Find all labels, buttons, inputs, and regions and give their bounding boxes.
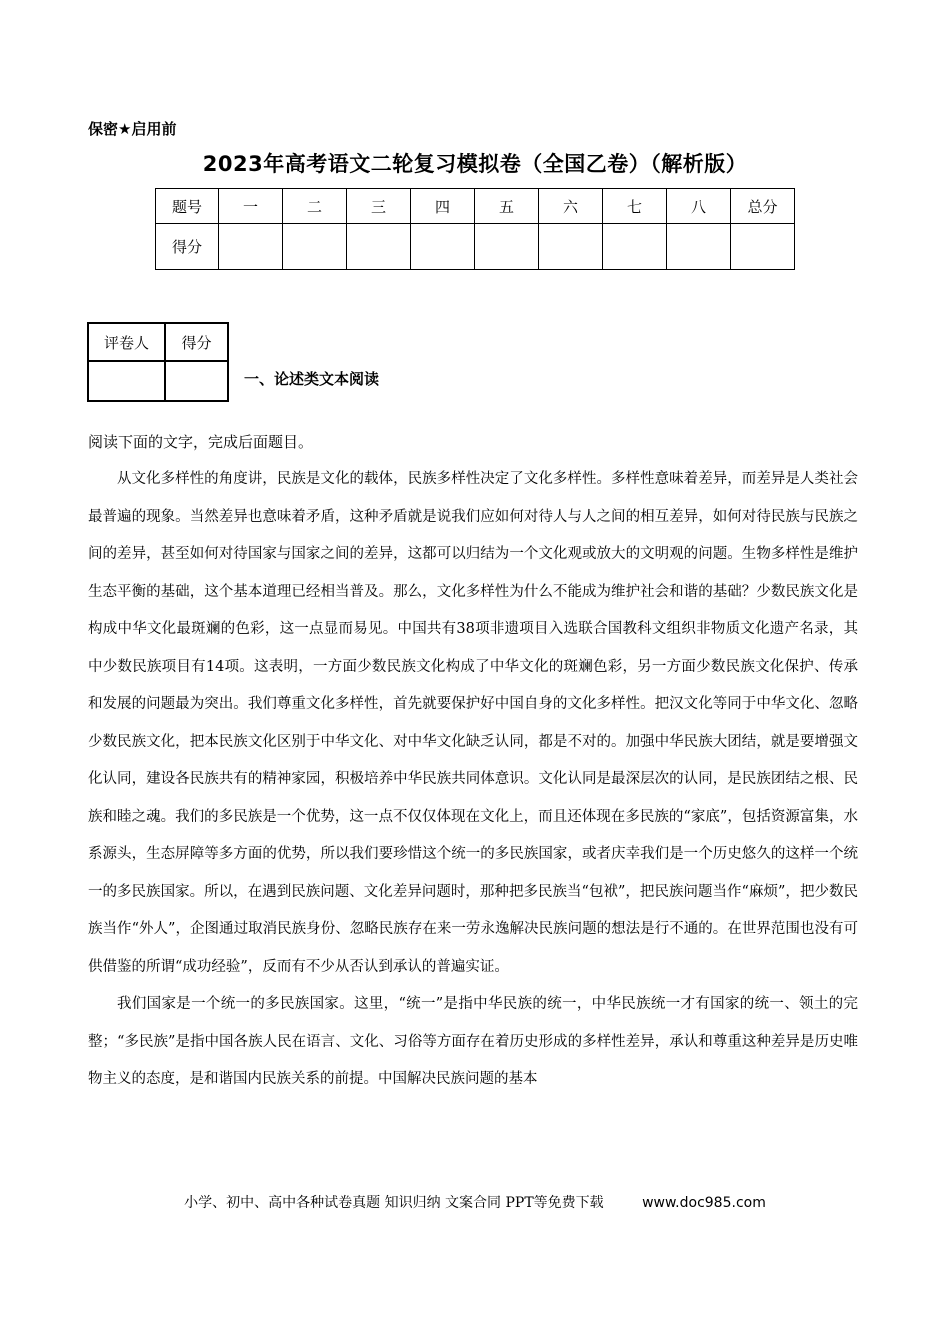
document-title: 2023年高考语文二轮复习模拟卷（全国乙卷）（解析版） — [202, 152, 748, 176]
score-input-cell — [219, 224, 283, 270]
section-heading: 一、论述类文本阅读 — [244, 370, 380, 388]
score-input-cell — [347, 224, 411, 270]
score-cell-q7: 七 — [603, 189, 667, 224]
grader-label: 评卷人 — [88, 323, 165, 361]
grader-blank-cell — [88, 361, 165, 401]
confidential-label: 保密★启用前 — [88, 120, 177, 138]
passage-paragraph-1: 从文化多样性的角度讲，民族是文化的载体，民族多样性决定了文化多样性。多样性意味着差异，而差异是人类社会最普遍的现象。当然差异也意味着矛盾，这种矛盾就是说我们应如何对待人与人之间的相互差异，如何对待民族与民族之间的差异，甚至如何对待国家与国家之间的差异，这都可以归结为一个文化观或放大的文明观的问题。生物多样性是维护生态平衡的基础，这个基本道理已经相当普及。那么，文化多样性为什么不能成为维护社会和谐的基础？少数民族文化是构成中华文化最斑斓的色彩，这一点显而易见。中国共有38项非遗项目入选联合国教科文组织非物质文化遗产名录，其中少数民族项目有14项。这表明，一方面少数民族文化构成了中华文化的斑斓色彩，另一方面少数民族文化保护、传承和发展的问题最为突出。我们尊重文化多样性，首先就要保护好中国自身的文化多样性。把汉文化等同于中华文化、忽略少数民族文化，把本民族文化区别于中华文化、对中华文化缺乏认同，都是不对的。加强中华民族大团结，就是要增强文化认同，建设各民族共有的精神家园，积极培养中华民族共同体意识。文化认同是最深层次的认同，是民族团结之根、民族和睦之魂。我们的多民族是一个优势，这一点不仅仅体现在文化上，而且还体现在多民族的“家底”，包括资源富集，水系源头，生态屏障等多方面的优势，所以我们要珍惜这个统一的多民族国家，或者庆幸我们是一个历史悠久的这样一个统一的多民族国家。所以，在遇到民族问题、文化差异问题时，那种把多民族当“包袱”，把民族问题当作“麻烦”，把少数民族当作“外人”，企图通过取消民族身份、忽略民族存在来一劳永逸解决民族问题的想法是行不通的。在世界范围也没有可供借鉴的所谓“成功经验”，反而有不少从否认到承认的普遍实证。 — [88, 471, 858, 975]
score-input-cell — [603, 224, 667, 270]
score-table-header-row — [156, 189, 795, 224]
score-input-cell — [283, 224, 347, 270]
score-cell-q4: 四 — [411, 189, 475, 224]
score-table — [155, 188, 795, 270]
score-input-cell — [731, 224, 795, 270]
footer — [0, 1192, 950, 1212]
score-cell-q5: 五 — [475, 189, 539, 224]
passage-paragraph-2: 我们国家是一个统一的多民族国家。这里，“统一”是指中华民族的统一，中华民族统一才有国家的统一、领土的完整；“多民族”是指中国各族人民在语言、文化、习俗等方面存在着历史形成的多样性差异，承认和尊重这种差异是历史唯物主义的态度，是和谐国内民族关系的前提。中国解决民族问题的基本 — [88, 996, 858, 1087]
score-input-cell — [539, 224, 603, 270]
grader-header-row — [88, 323, 228, 361]
footer-site-link[interactable]: www.doc985.com — [642, 1195, 766, 1211]
score-input-cell — [475, 224, 539, 270]
score-input-cell — [667, 224, 731, 270]
score-cell-q8: 八 — [667, 189, 731, 224]
score-row-label: 得分 — [156, 224, 219, 270]
score-cell-q3: 三 — [347, 189, 411, 224]
grader-table — [87, 322, 229, 402]
instruction-text: 阅读下面的文字，完成后面题目。 — [88, 433, 314, 451]
score-cell-q2: 二 — [283, 189, 347, 224]
score-input-cell — [411, 224, 475, 270]
score-cell-q6: 六 — [539, 189, 603, 224]
score-table-score-row — [156, 224, 795, 270]
grader-score-label: 得分 — [165, 323, 228, 361]
passage — [88, 461, 858, 1099]
score-cell-q1: 一 — [219, 189, 283, 224]
grader-blank-row — [88, 361, 228, 401]
footer-text: 小学、初中、高中各种试卷真题 知识归纳 文案合同 PPT等免费下载 — [184, 1195, 604, 1211]
score-cell-total: 总分 — [731, 189, 795, 224]
score-cell-label: 题号 — [156, 189, 219, 224]
grader-blank-cell — [165, 361, 228, 401]
